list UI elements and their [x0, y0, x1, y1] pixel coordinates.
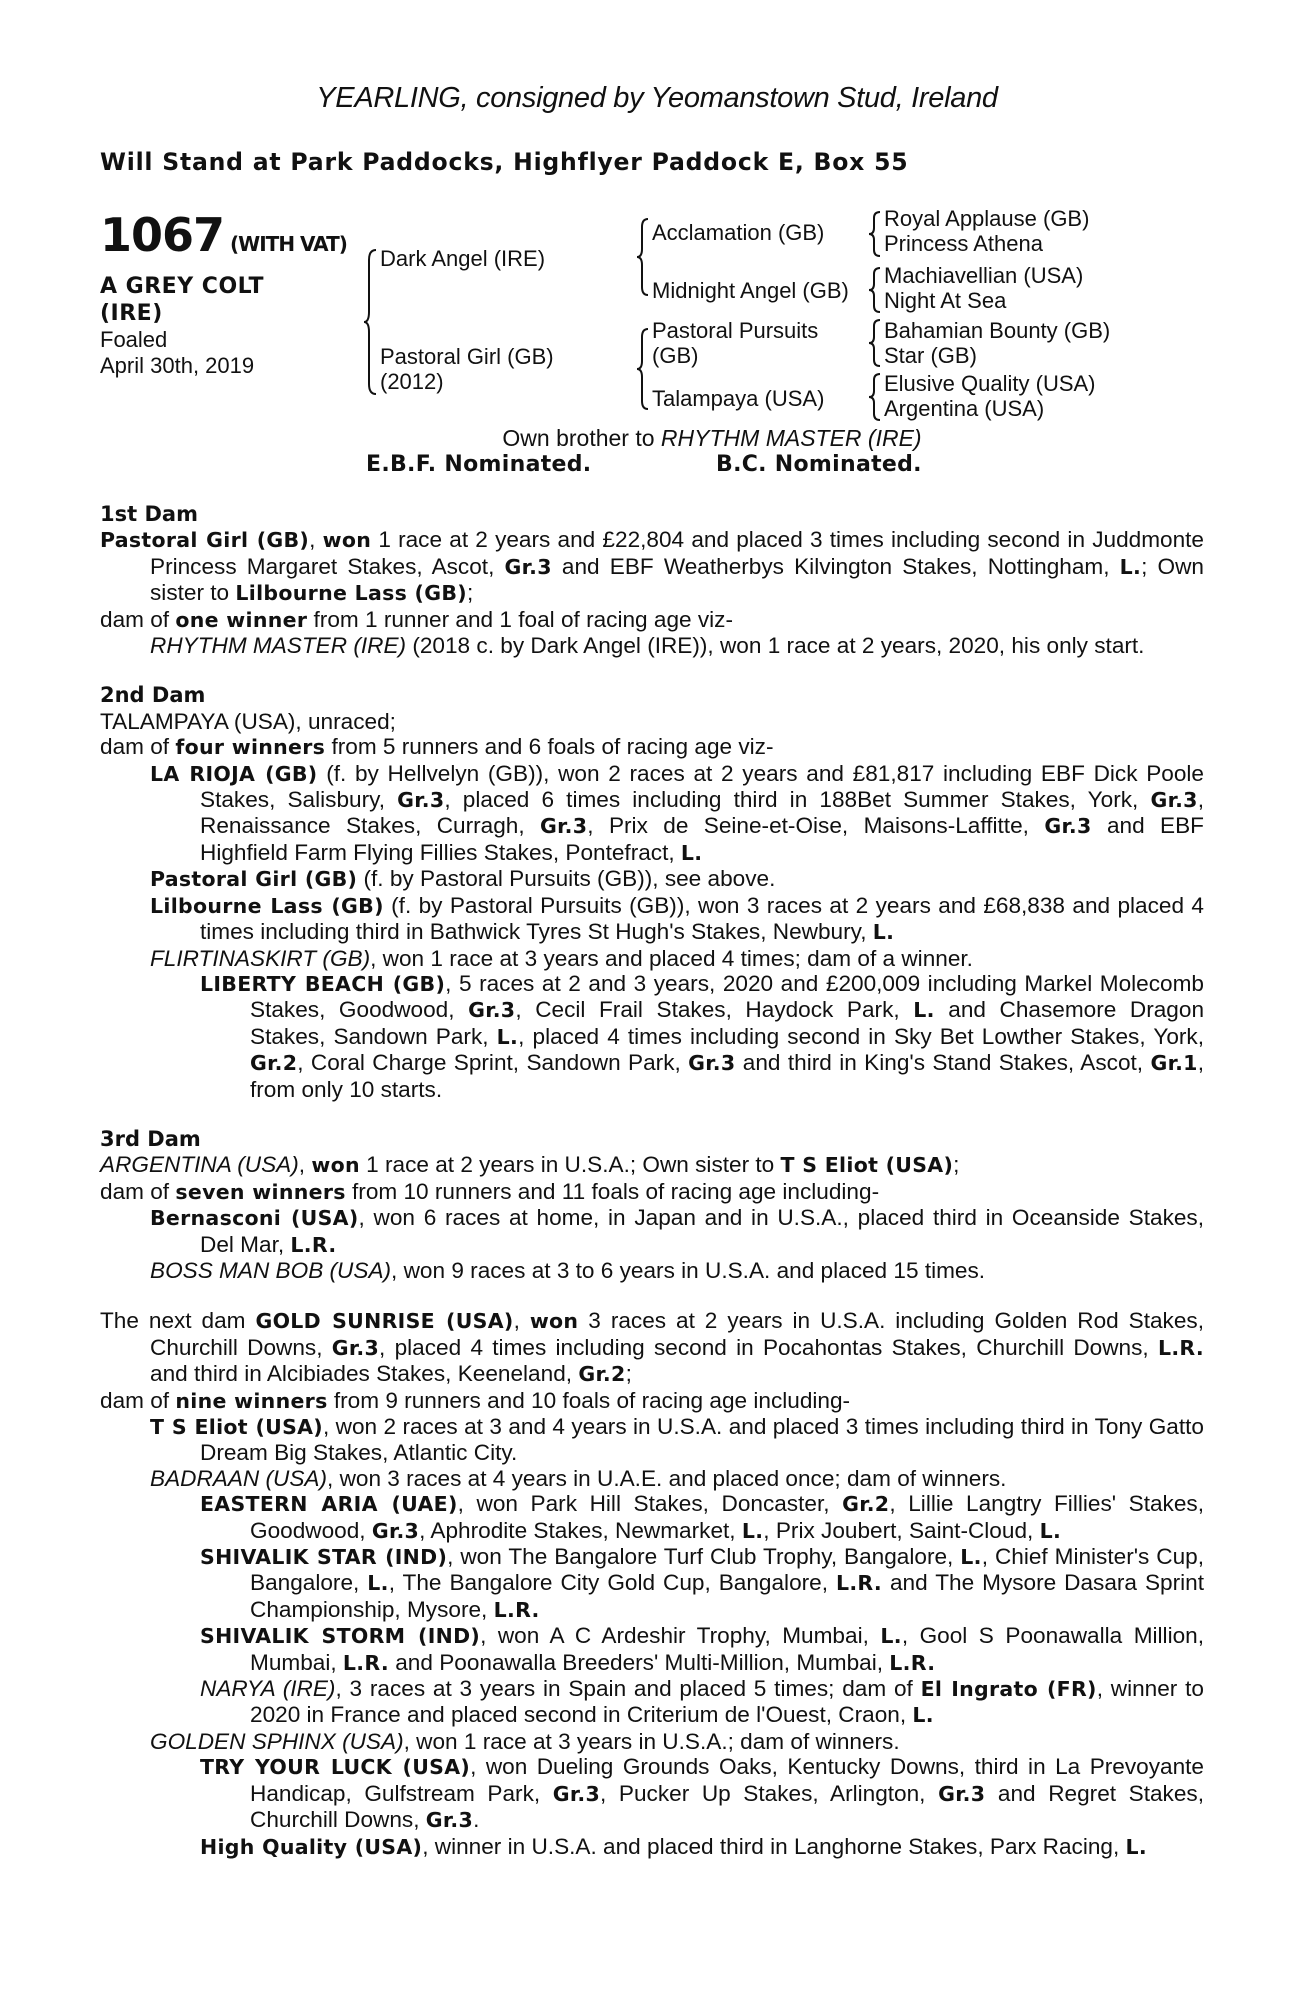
- entry-text: from 5 runners and 6 foals of racing age viz-: [325, 734, 774, 760]
- pedigree-entry: [100, 1466, 1204, 1491]
- entry-text: ,: [513, 1308, 530, 1334]
- entry-text: TALAMPAYA (USA), unraced;: [100, 708, 396, 734]
- entry-text: , won Park Hill Stakes, Doncaster,: [457, 1491, 843, 1517]
- pedigree-entry: [100, 1754, 1204, 1833]
- bold-text: Gr.3: [688, 1051, 736, 1076]
- entry-text: from 9 runners and 10 foals of racing age including-: [327, 1387, 851, 1413]
- pedigree-sire: Dark Angel (IRE): [380, 246, 546, 271]
- dam-section: [100, 1127, 1204, 1283]
- foaled-date: April 30th, 2019: [100, 353, 255, 378]
- bold-text: Gr.3: [331, 1335, 380, 1360]
- bold-text: Gr.3: [371, 1518, 420, 1543]
- pedigree-entry: [100, 1414, 1204, 1466]
- entry-text: , Gool S Poonawalla Million, Mumbai,: [250, 1623, 1204, 1675]
- bold-text: L.: [680, 840, 703, 865]
- entry-text: (f. by Pastoral Pursuits (GB)), won 3 races at 2 years and £68,838 and placed 4 times including third in Bathwick Tyres St Hugh's Stakes, Newbury,: [200, 892, 1204, 945]
- bold-text: Gr.3: [1150, 788, 1198, 813]
- bold-text: Gr.3: [552, 1781, 601, 1806]
- italic-text: FLIRTINASKIRT (GB): [150, 945, 371, 971]
- pedigree-ss-dam: Princess Athena: [884, 231, 1043, 256]
- italic-text: BADRAAN (USA): [150, 1465, 328, 1491]
- pedigree-dam-dam: Talampaya (USA): [652, 386, 825, 411]
- bold-text: Gr.3: [468, 998, 516, 1023]
- bold-text: L.: [912, 1703, 934, 1728]
- entry-text: , Prix de Seine-et-Oise, Maisons-Laffitte,: [587, 813, 1045, 839]
- dam-section: [100, 502, 1204, 658]
- pedigree-entry: [100, 709, 1204, 734]
- entry-text: , placed 4 times including second in Sky Bet Lowther Stakes, York,: [518, 1023, 1204, 1049]
- bold-text: won: [311, 1153, 360, 1178]
- pedigree-dam-sire-name: Pastoral Pursuits: [652, 318, 819, 343]
- bold-text: Pastoral Girl (GB): [100, 528, 310, 553]
- bold-text: Gr.3: [938, 1781, 986, 1806]
- bold-text: GOLD SUNRISE (USA): [255, 1309, 514, 1334]
- bold-text: Pastoral Girl (GB): [150, 867, 358, 892]
- entry-text: , Lillie Langtry Fillies' Stakes, Goodwood,: [250, 1491, 1204, 1543]
- entry-text: and Chasemore Dragon Stakes, Sandown Park,: [250, 997, 1205, 1049]
- entry-text: (2018 c. by Dark Angel (IRE)), won 1 race at 2 years, 2020, his only start.: [406, 633, 1145, 659]
- bold-text: Gr.2: [578, 1362, 626, 1387]
- entry-text: ; Own sister to: [150, 553, 1204, 606]
- bold-text: SHIVALIK STAR (IND): [200, 1545, 448, 1570]
- entry-text: ;: [953, 1152, 960, 1178]
- bold-text: LIBERTY BEACH (GB): [200, 971, 446, 996]
- bold-text: L.: [1125, 1834, 1147, 1859]
- pedigree-dam: [380, 344, 554, 394]
- bold-text: Gr.1: [1150, 1051, 1198, 1076]
- pedigree-entry: [100, 1308, 1204, 1387]
- lot-number-line: [100, 210, 360, 269]
- bold-text: EASTERN ARIA (UAE): [200, 1492, 458, 1517]
- entry-text: and EBF Weatherbys Kilvington Stakes, Nottingham,: [551, 553, 1120, 579]
- entry-text: dam of: [100, 1387, 176, 1413]
- entry-text: and EBF Highfield Farm Flying Fillies Stakes, Pontefract,: [200, 813, 1204, 865]
- pedigree-entry: [100, 1205, 1204, 1258]
- bold-text: L.: [496, 1024, 519, 1049]
- pedigree-sire-dam: Midnight Angel (GB): [652, 278, 849, 303]
- entry-text: and third in Alcibiades Stakes, Keeneland,: [150, 1361, 579, 1387]
- entry-text: from 10 runners and 11 foals of racing age including-: [345, 1178, 880, 1204]
- entry-text: dam of: [100, 734, 176, 760]
- entry-text: , 3 races at 3 years in Spain and placed 5 times; dam of: [335, 1676, 921, 1702]
- section-heading: 1st Dam: [100, 502, 198, 526]
- section-heading: 2nd Dam: [100, 683, 206, 708]
- entry-text: , won 3 races at 4 years in U.A.E. and placed once; dam of winners.: [327, 1465, 1007, 1491]
- entry-text: (f. by Pastoral Pursuits (GB)), see above.: [357, 866, 776, 892]
- bold-text: L.: [741, 1518, 764, 1543]
- pedigree-entry: [100, 1834, 1204, 1860]
- lot-description: [100, 273, 360, 327]
- pedigree-brace-ds: [868, 318, 882, 368]
- entry-text: , 5 races at 2 and 3 years, 2020 and £200,009 including Markel Molecomb Stakes, Goodwood,: [250, 970, 1204, 1023]
- entry-text: The next dam: [100, 1308, 256, 1334]
- entry-text: , won 9 races at 3 to 6 years in U.S.A. and placed 15 times.: [391, 1257, 986, 1283]
- entry-text: , won A C Ardeshir Trophy, Mumbai,: [480, 1623, 881, 1649]
- pedigree-brace-dd: [868, 372, 882, 422]
- pedigree-dd-sire: Elusive Quality (USA): [884, 371, 1096, 396]
- dam-line-sections: [100, 502, 1204, 1885]
- entry-text: .: [473, 1807, 480, 1833]
- bold-text: SHIVALIK STORM (IND): [200, 1624, 481, 1649]
- pedigree-entry: [100, 1623, 1204, 1676]
- bold-text: High Quality (USA): [200, 1834, 423, 1859]
- entry-text: dam of: [100, 1178, 176, 1204]
- foaled-label: Foaled: [100, 327, 168, 352]
- bold-text: Gr.3: [540, 814, 588, 839]
- pedigree-entry: [100, 607, 1204, 633]
- pedigree-brace-sire: [636, 217, 650, 297]
- entry-text: ;: [466, 580, 474, 606]
- bold-text: won: [529, 1309, 579, 1334]
- lot-number: 1067: [100, 208, 225, 262]
- pedigree-entry: [100, 893, 1204, 946]
- pedigree-entry: [100, 633, 1204, 658]
- entry-text: , placed 4 times including second in Pocahontas Stakes, Churchill Downs,: [379, 1334, 1158, 1360]
- pedigree-sire-sire: Acclamation (GB): [652, 220, 825, 245]
- bold-text: Gr.3: [425, 1808, 474, 1833]
- bold-text: one winner: [175, 607, 308, 632]
- ebf-nominated: E.B.F. Nominated.: [366, 452, 592, 477]
- bold-text: L.: [960, 1545, 982, 1570]
- bold-text: TRY YOUR LUCK (USA): [200, 1755, 471, 1780]
- bold-text: nine winners: [175, 1388, 328, 1413]
- pedigree-ds-dam: Star (GB): [884, 343, 977, 368]
- entry-text: , winner in U.S.A. and placed third in Langhorne Stakes, Parx Racing,: [422, 1833, 1126, 1859]
- entry-text: , Pucker Up Stakes, Arlington,: [600, 1780, 939, 1806]
- entry-text: ;: [625, 1361, 632, 1387]
- pedigree-sd-sire: Machiavellian (USA): [884, 263, 1084, 288]
- pedigree-ds-sire: Bahamian Bounty (GB): [884, 318, 1111, 343]
- entry-text: and third in King's Stand Stakes, Ascot,: [735, 1050, 1151, 1076]
- italic-text: ARGENTINA (USA): [100, 1152, 299, 1178]
- entry-text: , won The Bangalore Turf Club Trophy, Bangalore,: [447, 1544, 961, 1570]
- entry-text: , placed 6 times including third in 188Bet Summer Stakes, York,: [444, 787, 1151, 813]
- italic-text: GOLDEN SPHINX (USA): [150, 1728, 404, 1754]
- pedigree-entry: [100, 971, 1204, 1102]
- italic-text: NARYA (IRE): [200, 1676, 336, 1702]
- pedigree-dam-sire-country: (GB): [652, 343, 699, 368]
- vat-label: (WITH VAT): [230, 232, 347, 256]
- page-title: YEARLING, consigned by Yeomanstown Stud, Ireland: [316, 82, 998, 114]
- entry-text: ,: [298, 1152, 312, 1178]
- pedigree-brace-ss: [868, 210, 882, 258]
- entry-text: , from only 10 starts.: [250, 1050, 1204, 1102]
- entry-text: dam of: [100, 606, 176, 632]
- pedigree-brace-dam: [636, 327, 650, 411]
- bold-text: L.R.: [889, 1650, 936, 1675]
- italic-text: RHYTHM MASTER (IRE): [150, 633, 407, 659]
- bold-text: L.: [367, 1571, 389, 1596]
- lot-description-line2: (IRE): [100, 301, 163, 326]
- dam-section: [100, 683, 1204, 1102]
- bold-text: L.: [872, 920, 895, 945]
- entry-text: 3 races at 2 years in U.S.A. including Golden Rod Stakes, Churchill Downs,: [150, 1308, 1204, 1360]
- bold-text: L.: [880, 1624, 902, 1649]
- bold-text: Gr.2: [250, 1051, 298, 1076]
- pedigree-entry: [100, 1676, 1204, 1729]
- entry-text: , won Dueling Grounds Oaks, Kentucky Downs, third in La Prevoyante Handicap, Gulfstream Park,: [250, 1754, 1204, 1806]
- entry-text: and Regret Stakes, Churchill Downs,: [250, 1780, 1204, 1833]
- entry-text: and Poonawalla Breeders' Multi-Million, Mumbai,: [388, 1649, 890, 1675]
- pedigree-entry: [100, 1491, 1204, 1544]
- bold-text: L.R.: [493, 1597, 540, 1622]
- pedigree-entry: [100, 1152, 1204, 1178]
- entry-text: 1 race at 2 years in U.S.A.; Own sister to: [359, 1152, 781, 1178]
- entry-text: , Chief Minister's Cup, Bangalore,: [250, 1544, 1204, 1596]
- bold-text: Gr.3: [397, 788, 445, 813]
- bold-text: Gr.3: [1044, 814, 1092, 839]
- pedigree-entry: [100, 1388, 1204, 1414]
- bold-text: won: [322, 528, 372, 553]
- pedigree-entry: [100, 1179, 1204, 1205]
- pedigree-entry: [100, 1544, 1204, 1623]
- bold-text: El Ingrato (FR): [920, 1677, 1097, 1702]
- entry-text: ,: [309, 527, 323, 553]
- pedigree-entry: [100, 761, 1204, 867]
- pedigree-brace-sd: [868, 266, 882, 314]
- own-brother-name: RHYTHM MASTER (IRE): [660, 425, 922, 451]
- entry-text: , won 6 races at home, in Japan and in U.S.A., placed third in Oceanside Stakes, Del Mar,: [200, 1205, 1205, 1257]
- pedigree-entry: [100, 1258, 1204, 1283]
- bold-text: L.: [1039, 1518, 1062, 1543]
- pedigree-dd-dam: Argentina (USA): [884, 396, 1045, 421]
- entry-text: , won 1 race at 3 years in U.S.A.; dam of winners.: [403, 1728, 900, 1754]
- entry-text: , won 2 races at 3 and 4 years in U.S.A. and placed 3 times including third in Tony Gatto Dream Big Stakes, Atlantic City.: [200, 1414, 1204, 1466]
- pedigree-dam-name: Pastoral Girl (GB): [380, 344, 554, 369]
- entry-text: , Aphrodite Stakes, Newmarket,: [419, 1517, 742, 1543]
- own-brother-prefix: Own brother to: [502, 425, 661, 451]
- entry-text: , won 1 race at 3 years and placed 4 times; dam of a winner.: [370, 945, 973, 971]
- entry-text: and The Mysore Dasara Sprint Championship, Mysore,: [250, 1570, 1204, 1622]
- bold-text: four winners: [175, 735, 326, 760]
- lot-description-line1: A GREY COLT: [100, 274, 265, 299]
- entry-text: from 1 runner and 1 foal of racing age viz-: [307, 606, 733, 632]
- entry-text: , Cecil Frail Stakes, Haydock Park,: [515, 997, 914, 1023]
- italic-text: BOSS MAN BOB (USA): [150, 1257, 392, 1283]
- bold-text: L.R.: [1157, 1335, 1204, 1360]
- pedigree-entry: [100, 734, 1204, 760]
- bold-text: T S Eliot (USA): [780, 1153, 954, 1178]
- pedigree-entry: [100, 866, 1204, 892]
- pedigree-dam-year: (2012): [380, 369, 444, 394]
- bold-text: L.R.: [835, 1571, 882, 1596]
- pedigree-brace-main: [362, 248, 378, 396]
- bold-text: T S Eliot (USA): [150, 1415, 323, 1439]
- pedigree-entry: [100, 1729, 1204, 1754]
- bold-text: Lilbourne Lass (GB): [235, 581, 467, 606]
- bold-text: Gr.2: [842, 1492, 890, 1517]
- section-heading: 3rd Dam: [100, 1126, 201, 1151]
- lot-info: [100, 210, 360, 379]
- pedigree-entry: [100, 946, 1204, 971]
- bold-text: L.: [913, 998, 935, 1023]
- dam-section: [100, 1308, 1204, 1860]
- own-brother-note: [0, 425, 1314, 452]
- bold-text: L.R.: [290, 1232, 337, 1257]
- bold-text: seven winners: [175, 1179, 346, 1204]
- pedigree-entry: [100, 527, 1204, 606]
- bold-text: L.: [1119, 554, 1142, 579]
- entry-text: , Coral Charge Sprint, Sandown Park,: [297, 1050, 689, 1076]
- entry-text: , Renaissance Stakes, Curragh,: [200, 787, 1204, 839]
- entry-text: 1 race at 2 years and £22,804 and placed 3 times including second in Juddmonte Princess Margaret Stakes, Ascot,: [150, 527, 1205, 579]
- pedigree-sd-dam: Night At Sea: [884, 288, 1007, 313]
- stand-location: Will Stand at Park Paddocks, Highflyer Paddock E, Box 55: [100, 148, 909, 176]
- entry-text: , The Bangalore City Gold Cup, Bangalore,: [388, 1570, 836, 1596]
- bold-text: L.R.: [342, 1650, 389, 1675]
- pedigree-ss-sire: Royal Applause (GB): [884, 206, 1090, 231]
- bold-text: Bernasconi (USA): [150, 1206, 359, 1231]
- pedigree-dam-sire: [652, 318, 818, 368]
- bold-text: Lilbourne Lass (GB): [150, 893, 384, 918]
- entry-text: , Prix Joubert, Saint-Cloud,: [763, 1517, 1040, 1543]
- bold-text: LA RIOJA (GB): [150, 761, 318, 786]
- bold-text: Gr.3: [504, 554, 552, 579]
- entry-text: (f. by Hellvelyn (GB)), won 2 races at 2 years and £81,817 including EBF Dick Poole Stakes, Salisbury,: [200, 760, 1204, 813]
- bc-nominated: B.C. Nominated.: [716, 452, 922, 477]
- entry-text: , winner to 2020 in France and placed second in Criterium de l'Ouest, Craon,: [250, 1676, 1204, 1728]
